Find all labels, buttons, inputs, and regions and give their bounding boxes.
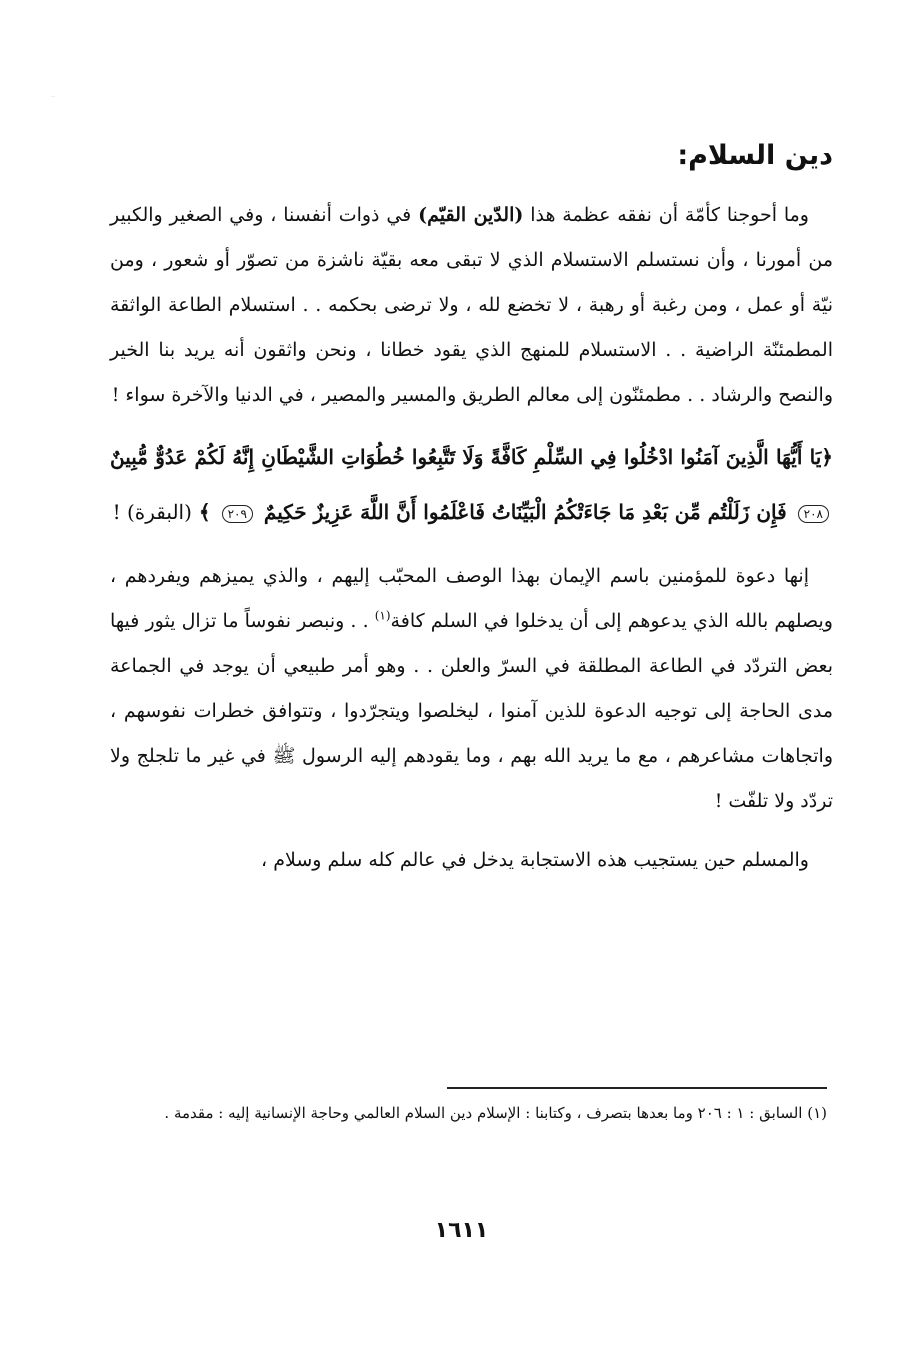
scan-mark: ּ ּ [52,92,54,101]
footnote-text: (١) السابق : ١ : ٢٠٦ وما بعدها بتصرف ، وكتابنا : الإسلام دين السلام العالمي وحاجة الإنسانية إليه : مقدمة . [164,1104,827,1122]
footnote-reference: (١) [374,608,391,623]
paragraph-3: والمسلم حين يستجيب هذه الاستجابة يدخل في عالم كله سلم وسلام ، [261,849,809,872]
page-body [110,130,833,883]
quran-verse [110,430,833,540]
paragraph-1-rest: في ذوات أنفسنا ، وفي الصغير والكبير من أمورنا ، وأن نستسلم الاستسلام الذي لا تبقى معه بقيّة ناشزة من تصوّر أو شعور ، ومن نيّة أو عمل ، ومن رغبة أو رهبة ، لا تخضع لله ، ولا ترضى بحكمه . . استسلام الطاعة الواثقة المطمئنّة الراضية . . الاستسلام للمنهج الذي يقود خطانا ، ونحن واثقون أنه يريد بنا الخير والنصح والرشاد . . مطمئنّون إلى معالم الطريق والمسير والمصير ، في الدنيا والآخرة سواء ! [110,204,833,407]
footnote-divider [447,1087,827,1089]
ayah-number-1: ٢٠٨ [798,505,829,523]
ayah-number-2: ٢٠٩ [222,505,253,523]
section-heading: دين السلام: [677,140,833,171]
verse-part-1: ﴿يَا أَيُّهَا الَّذِينَ آمَنُوا ادْخُلُوا فِي السِّلْمِ كَافَّةً وَلَا تَتَّبِعُوا خُطُوَاتِ الشَّيْطَانِ إِنَّهُ لَكُمْ عَدُوٌّ مُّبِينٌ [110,445,833,470]
verse-part-2: فَإِن زَلَلْتُم مِّن بَعْدِ مَا جَاءَتْكُمُ الْبَيِّنَاتُ فَاعْلَمُوا أَنَّ اللَّهَ عَزِيزٌ حَكِيمٌ [263,500,787,525]
verse-close-bracket: ﴾ [198,500,211,525]
verse-reference: (البقرة) ! [112,500,192,525]
paragraph-1 [110,193,833,418]
paragraph-2-rest: . . ونبصر نفوساً ما تزال يثور فيها بعض التردّد في الطاعة المطلقة في السرّ والعلن . . وهو أمر طبيعي أن يوجد في الجماعة مدى الحاجة إلى توجيه الدعوة للذين آمنوا ، ليخلصوا ويتجرّدوا ، وتتوافق خطرات نفوسهم ، واتجاهات مشاعرهم ، مع ما يريد الله بهم ، وما يقودهم إليه الرسول ﷺ في غير ما تلجلج ولا تردّد ولا تلفّت ! [110,610,833,813]
paragraph-2-start: إنها دعوة للمؤمنين باسم الإيمان بهذا الوصف المحبّب إليهم ، والذي يميزهم ويفردهم ، ويصلهم بالله الذي يدعوهم إلى أن يدخلوا في السلم كافة [110,565,833,633]
paragraph-1-bold-phrase: (الدّين القيّم) [418,204,524,227]
paragraph-1-start: وما أحوجنا كأمّة أن نفقه عظمة هذا [523,204,809,227]
page-number: ١٦١١ [434,1218,489,1243]
paragraph-2 [110,554,833,824]
